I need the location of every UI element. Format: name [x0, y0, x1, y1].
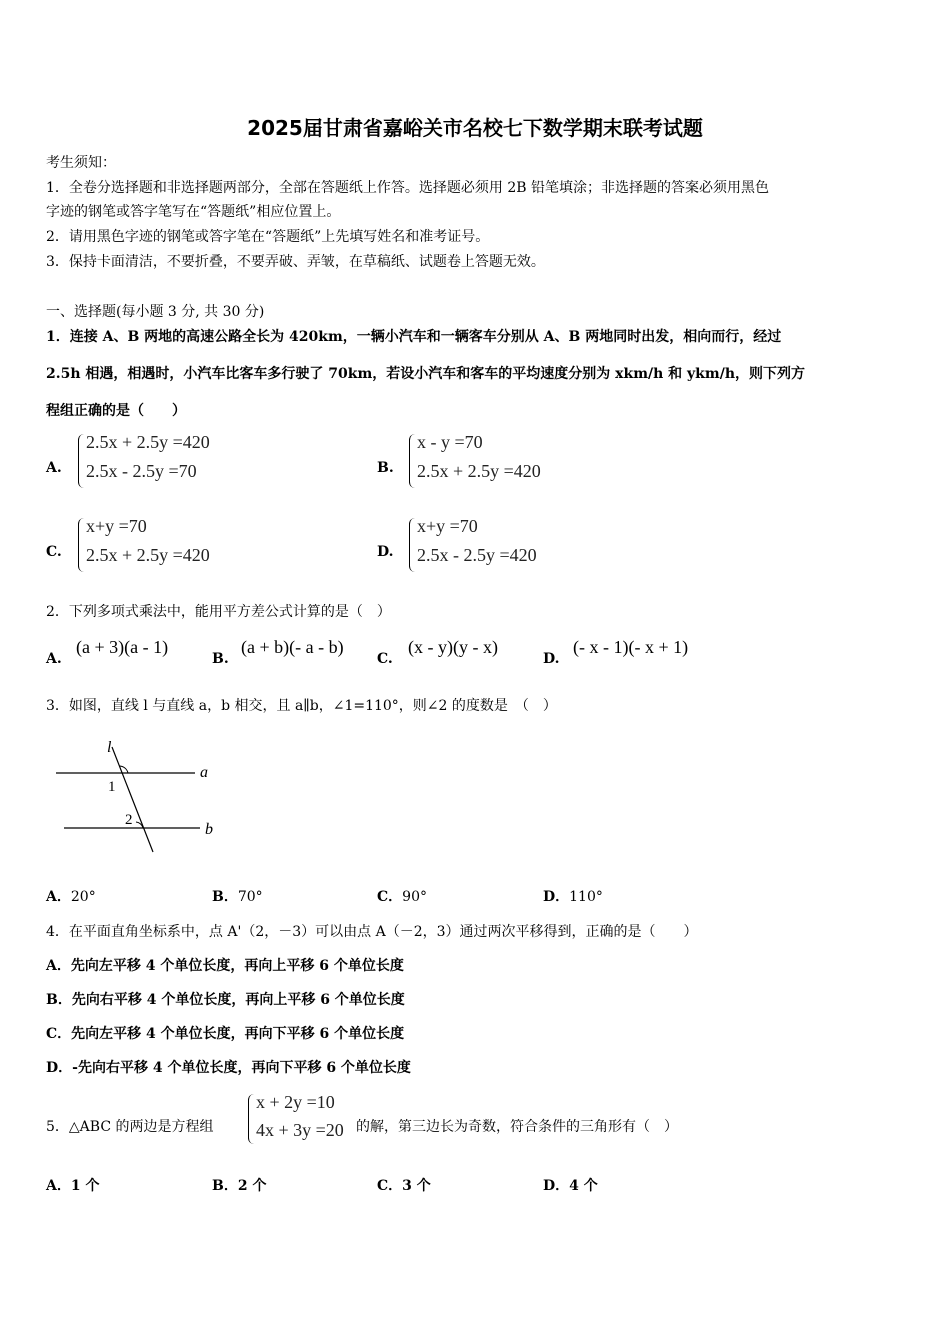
- q3-stem: 3．如图，直线 l 与直线 a，b 相交，且 a∥b，∠1=110°，则∠2 的度数是 （ ）: [46, 698, 557, 714]
- page-title: 2025届甘肃省嘉峪关市名校七下数学期末联考试题: [247, 116, 703, 140]
- q1-stem-line-3: 程组正确的是（ ）: [46, 403, 186, 419]
- q3-option-c[interactable]: [377, 888, 427, 906]
- brace-icon: [248, 1094, 255, 1144]
- q3-option-d[interactable]: [543, 888, 603, 906]
- q1-option-c-label[interactable]: C.: [46, 544, 62, 560]
- q1-stem-line-1: 1．连接 A、B 两地的高速公路全长为 420km，一辆小汽车和一辆客车分别从 A、B 两地同时出发，相向而行，经过: [46, 329, 782, 345]
- q5-stem-post: 的解，第三边长为奇数，符合条件的三角形有（ ）: [356, 1119, 678, 1135]
- notice-line-3: 3．保持卡面清洁，不要折叠，不要弄破、弄皱，在草稿纸、试题卷上答题无效。: [46, 254, 545, 270]
- q4-option-d[interactable]: D．-先向右平移 4 个单位长度，再向下平移 6 个单位长度: [46, 1060, 411, 1076]
- q1-option-b-label[interactable]: B.: [377, 460, 394, 476]
- equation-row: 2.5x - 2.5y =70: [86, 461, 197, 481]
- label-angle-2: 2: [125, 812, 133, 828]
- notice-line-2: 2．请用黑色字迹的钢笔或答字笔在“答题纸”上先填写姓名和准考证号。: [46, 229, 490, 245]
- equation-row: 4x + 3y =20: [256, 1120, 344, 1140]
- option-label: B．: [212, 889, 238, 905]
- q3-option-b[interactable]: [212, 888, 263, 906]
- notice-line-1b: 字迹的钢笔或答字笔写在“答题纸”相应位置上。: [46, 204, 341, 220]
- option-label: D．: [543, 889, 570, 905]
- q2-option-c-expr[interactable]: (x - y)(y - x): [408, 637, 498, 657]
- option-text: 3 个: [402, 1178, 431, 1194]
- line-l: [112, 747, 153, 852]
- option-label: B．: [212, 1178, 238, 1194]
- option-text: 90°: [402, 889, 427, 905]
- parallel-lines-figure: [50, 735, 230, 860]
- q2-option-d-label[interactable]: D.: [543, 651, 560, 667]
- option-label: A．: [46, 1178, 71, 1194]
- equation-row: 2.5x + 2.5y =420: [86, 432, 210, 452]
- option-text: 110°: [569, 889, 603, 905]
- q1-option-a-label[interactable]: A.: [46, 460, 62, 476]
- q2-option-b-expr[interactable]: (a + b)(- a - b): [241, 637, 344, 657]
- option-text: 20°: [70, 889, 96, 905]
- q1-option-d-label[interactable]: D.: [377, 544, 394, 560]
- q5-option-c[interactable]: [377, 1177, 431, 1195]
- q4-option-c[interactable]: C．先向左平移 4 个单位长度，再向下平移 6 个单位长度: [46, 1026, 405, 1042]
- q4-option-a[interactable]: A．先向左平移 4 个单位长度，再向上平移 6 个单位长度: [46, 958, 404, 974]
- brace-icon: [409, 434, 416, 488]
- brace-icon: [78, 518, 85, 572]
- label-l: l: [107, 739, 112, 756]
- option-label: C．: [377, 889, 403, 905]
- option-text: 2 个: [237, 1178, 267, 1194]
- q3-option-a[interactable]: [46, 888, 96, 906]
- option-label: C．: [377, 1178, 403, 1194]
- q5-option-d[interactable]: [543, 1177, 598, 1195]
- notice-line-1a: 1．全卷分选择题和非选择题两部分，全部在答题纸上作答。选择题必须用 2B 铅笔填涂；非选择题的答案必须用黑色: [46, 180, 769, 196]
- section-heading: 一、选择题(每小题 3 分, 共 30 分): [46, 304, 265, 320]
- equation-row: x - y =70: [417, 432, 483, 452]
- q2-option-a-expr[interactable]: (a + 3)(a - 1): [76, 637, 169, 657]
- q4-stem: 4．在平面直角坐标系中，点 A'（2，－3）可以由点 A（－2，3）通过两次平移得到，正确的是（ ）: [46, 924, 698, 940]
- q1-stem-line-2: 2.5h 相遇，相遇时，小汽车比客车多行驶了 70km，若设小汽车和客车的平均速度分别为 xkm/h 和 ykm/h，则下列方: [46, 366, 805, 382]
- equation-row: x + 2y =10: [256, 1092, 335, 1112]
- equation-row: x+y =70: [86, 516, 147, 536]
- equation-row: x+y =70: [417, 516, 478, 536]
- q4-option-b[interactable]: B．先向右平移 4 个单位长度，再向上平移 6 个单位长度: [46, 992, 405, 1008]
- label-b: b: [205, 821, 213, 838]
- equation-row: 2.5x + 2.5y =420: [417, 461, 541, 481]
- label-angle-1: 1: [108, 779, 116, 795]
- brace-icon: [409, 518, 416, 572]
- option-text: 4 个: [569, 1178, 598, 1194]
- label-a: a: [200, 764, 208, 781]
- q2-option-a-label[interactable]: A.: [46, 651, 62, 667]
- option-text: 1 个: [70, 1178, 100, 1194]
- equation-row: 2.5x - 2.5y =420: [417, 545, 537, 565]
- brace-icon: [78, 434, 85, 488]
- equation-row: 2.5x + 2.5y =420: [86, 545, 210, 565]
- q2-option-c-label[interactable]: C.: [377, 651, 393, 667]
- q2-option-d-expr[interactable]: (- x - 1)(- x + 1): [573, 637, 689, 657]
- q5-option-a[interactable]: [46, 1177, 100, 1195]
- option-label: D．: [543, 1178, 570, 1194]
- q2-stem: 2．下列多项式乘法中，能用平方差公式计算的是（ ）: [46, 604, 391, 620]
- q5-option-b[interactable]: [212, 1177, 266, 1195]
- q2-option-b-label[interactable]: B.: [212, 651, 229, 667]
- option-label: A．: [46, 889, 71, 905]
- q5-stem-pre: 5．△ABC 的两边是方程组: [46, 1119, 214, 1135]
- notice-heading: 考生须知：: [46, 155, 116, 171]
- option-text: 70°: [237, 889, 263, 905]
